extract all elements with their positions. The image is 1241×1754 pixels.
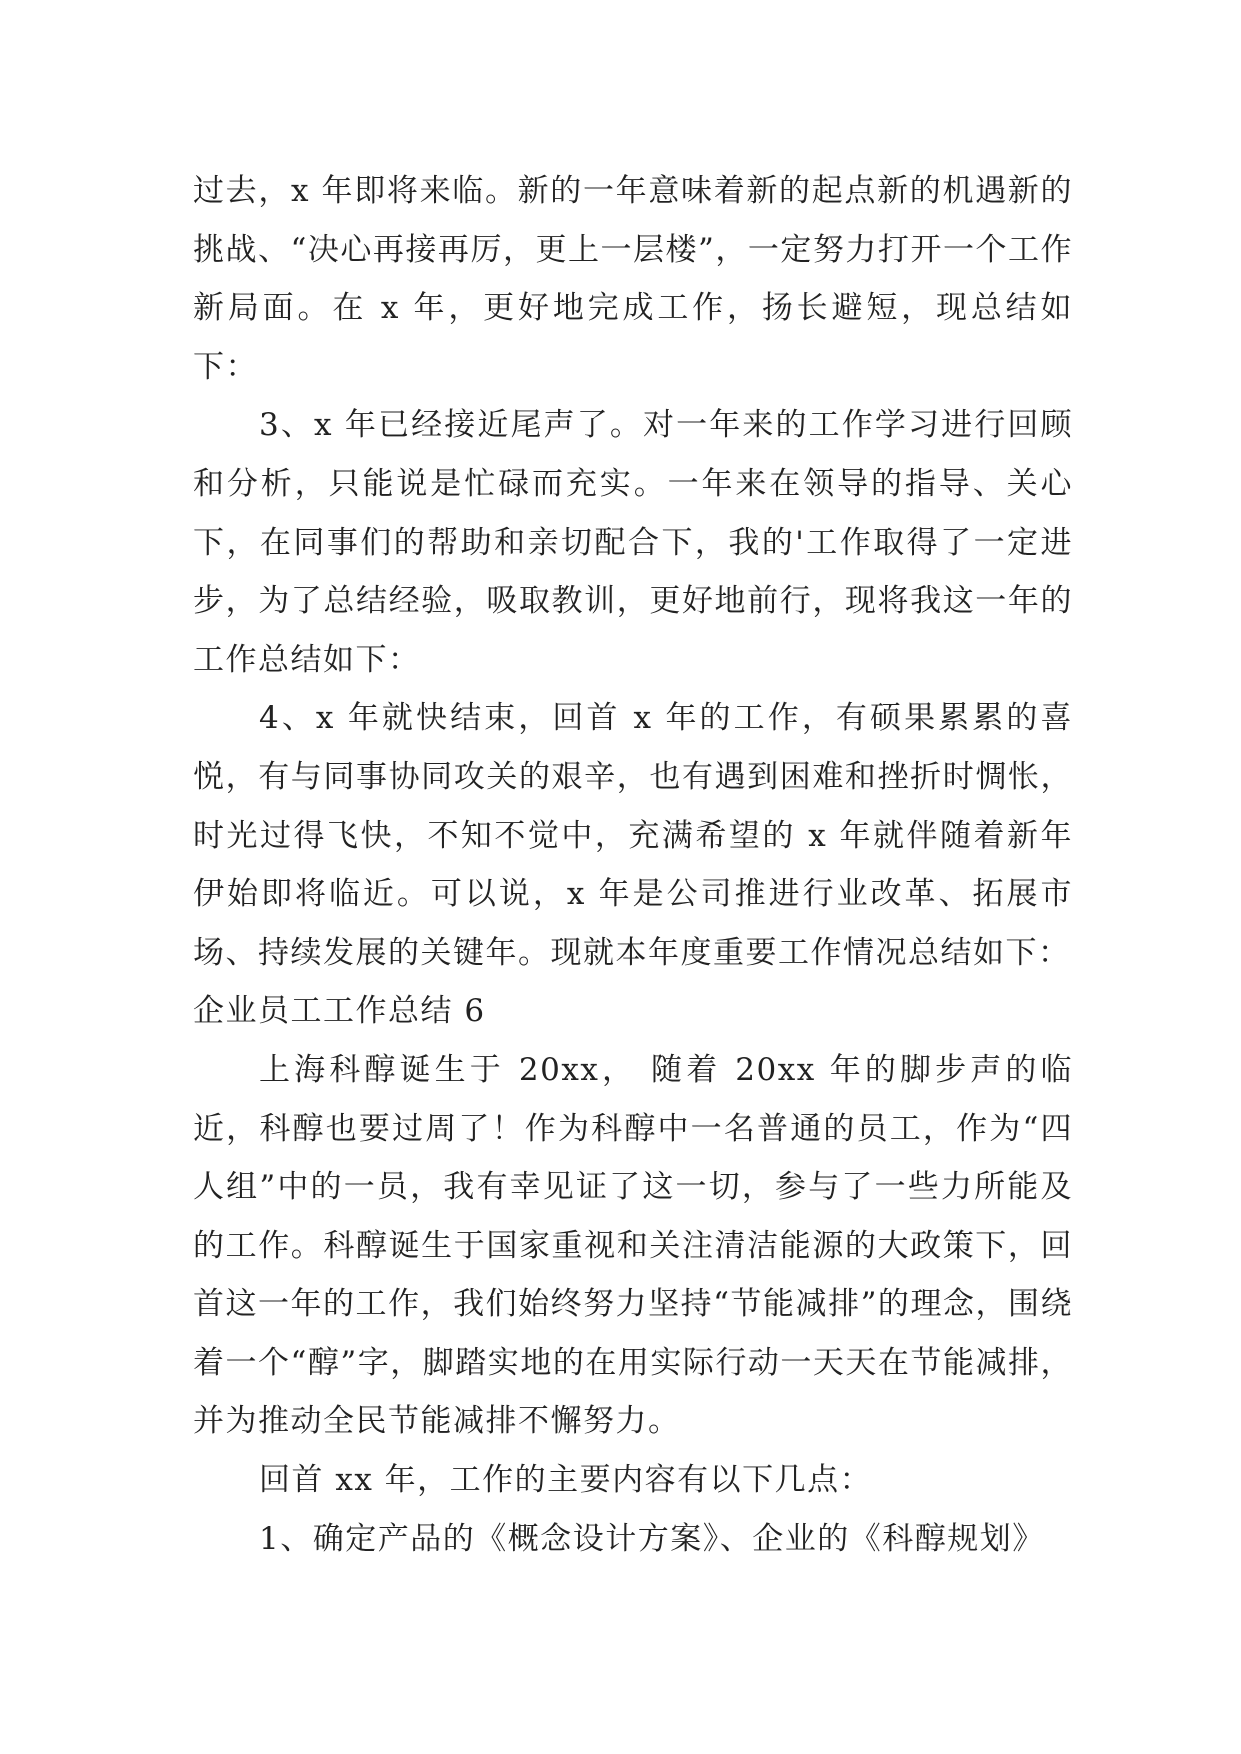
section-heading: 企业员工工作总结 6 [193, 993, 486, 1030]
paragraph-intro: 过去，x 年即将来临。新的一年意味着新的起点新的机遇新的挑战、“决心再接再厉，更上一层楼”，一定努力打开一个工作新局面。在 x 年，更好地完成工作，扬长避短，现总结如下： [193, 173, 1073, 385]
paragraph-point-1: 1、确定产品的《概念设计方案》、企业的《科醇规划》 [259, 1520, 1045, 1557]
document-body [193, 162, 1073, 1568]
paragraph-company-intro: 上海科醇诞生于 20xx， 随着 20xx 年的脚步声的临近，科醇也要过周了！作为科醇中一名普通的员工，作为“四人组”中的一员，我有幸见证了这一切，参与了一些力所能及的工作。科醇诞生于国家重视和关注清洁能源的大政策下，回首这一年的工作，我们始终努力坚持“节能减排”的理念，围绕着一个“醇”字，脚踏实地的在用实际行动一天天在节能减排，并为推动全民节能减排不懈努力。 [193, 1051, 1073, 1440]
paragraph-review-lead: 回首 xx 年，工作的主要内容有以下几点： [259, 1462, 873, 1499]
paragraph-item-3: 3、x 年已经接近尾声了。对一年来的工作学习进行回顾和分析，只能说是忙碌而充实。一年来在领导的指导、关心下，在同事们的帮助和亲切配合下，我的'工作取得了一定进步，为了总结经验，吸取教训，更好地前行，现将我这一年的工作总结如下： [193, 407, 1073, 678]
paragraph-item-4: 4、x 年就快结束，回首 x 年的工作，有硕果累累的喜悦，有与同事协同攻关的艰辛，也有遇到困难和挫折时惆怅，时光过得飞快，不知不觉中，充满希望的 x 年就伴随着新年伊始即将临近。可以说，x 年是公司推进行业改革、拓展市场、持续发展的关键年。现就本年度重要工作情况总结如下： [193, 700, 1073, 971]
